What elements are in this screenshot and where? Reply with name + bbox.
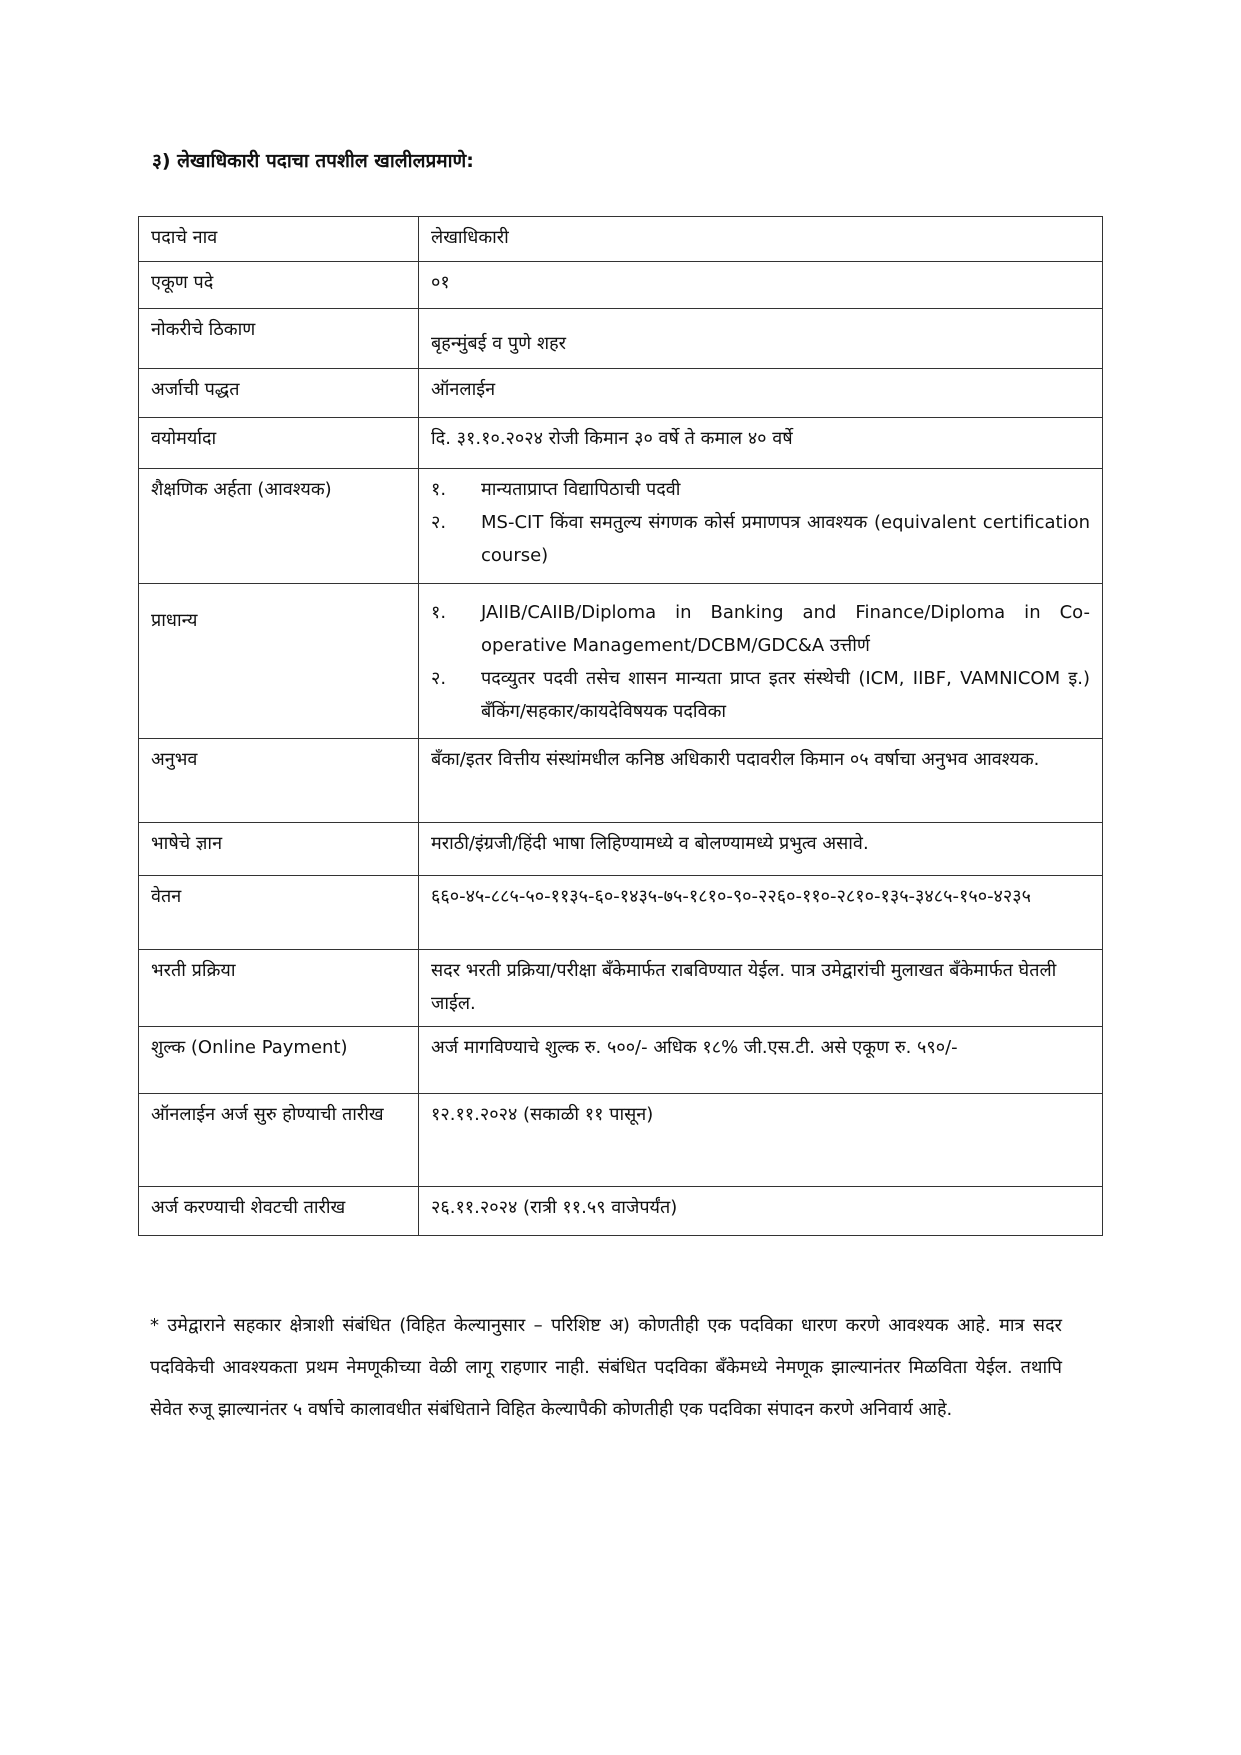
list-item — [431, 473, 1090, 506]
table-row — [139, 262, 1103, 309]
start-date-value: १२.११.२०२४ (सकाळी ११ पासून) — [419, 1094, 1103, 1187]
preference-label: प्राधान्य — [151, 610, 198, 631]
table-row — [139, 217, 1103, 262]
table-row — [139, 309, 1103, 369]
list-item — [431, 506, 1090, 572]
footnote: * उमेद्वाराने सहकार क्षेत्राशी संबंधित (विहित केल्यानुसार – परिशिष्ट अ) कोणतीही एक पदविका धारण करणे आवश्यक आहे. मात्र सदर पदविकेची आवश्यकता प्रथम नेमणूकीच्या वेळी लागू राहणार नाही. संबंधित पदविका बँकेमध्ये नेमणूक झाल्यानंतर मिळविता येईल. तथापि सेवेत रुजू झाल्यानंतर ५ वर्षाचे कालावधीत संबंधिताने विहित केल्यापैकी कोणतीही एक पदविका संपादन करणे अनिवार्य आहे. — [150, 1315, 1062, 1420]
experience-label: अनुभव — [139, 739, 419, 823]
last-date-label: अर्ज करण्याची शेवटची तारीख — [139, 1187, 419, 1236]
age-label: वयोमर्यादा — [139, 418, 419, 469]
recruitment-value: सदर भरती प्रक्रिया/परीक्षा बँकेमार्फत राबविण्यात येईल. पात्र उमेद्वारांची मुलाखत बँकेमार्फत घेतली जाईल. — [419, 950, 1103, 1027]
qualification-list — [431, 473, 1090, 572]
table-row — [139, 1027, 1103, 1094]
fee-label: शुल्क (Online Payment) — [139, 1027, 419, 1094]
qualification-label: शैक्षणिक अर्हता (आवश्यक) — [139, 469, 419, 584]
total-posts-value: ०१ — [419, 262, 1103, 309]
item-text: पदव्युतर पदवी तसेच शासन मान्यता प्राप्त इतर संस्थेची (ICM, IIBF, VAMNICOM इ.) बँकिंग/सहकार/कायदेविषयक पदविका — [481, 668, 1090, 722]
item-number: २. — [431, 512, 447, 533]
table-row — [139, 876, 1103, 950]
item-number: १. — [431, 602, 447, 623]
table-row — [139, 1094, 1103, 1187]
item-number: २. — [431, 668, 447, 689]
age-value: दि. ३१.१०.२०२४ रोजी किमान ३० वर्षे ते कमाल ४० वर्षे — [419, 418, 1103, 469]
table-row — [139, 469, 1103, 584]
table-row — [139, 1187, 1103, 1236]
recruitment-label: भरती प्रक्रिया — [139, 950, 419, 1027]
location-value: बृहन्मुंबई व पुणे शहर — [431, 333, 567, 354]
preference-list — [431, 596, 1090, 728]
table-row — [139, 418, 1103, 469]
post-details-table — [138, 216, 1103, 1236]
location-label: नोकरीचे ठिकाण — [139, 309, 419, 369]
list-item — [431, 596, 1090, 662]
fee-value: अर्ज मागविण्याचे शुल्क रु. ५००/- अधिक १८% जी.एस.टी. असे एकूण रु. ५९०/- — [419, 1027, 1103, 1094]
table-row — [139, 369, 1103, 418]
table-row — [139, 823, 1103, 876]
post-name-label: पदाचे नाव — [139, 217, 419, 262]
total-posts-label: एकूण पदे — [139, 262, 419, 309]
last-date-value: २६.११.२०२४ (रात्री ११.५९ वाजेपर्यंत) — [419, 1187, 1103, 1236]
experience-value: बँका/इतर वित्तीय संस्थांमधील कनिष्ठ अधिकारी पदावरील किमान ०५ वर्षाचा अनुभव आवश्यक. — [419, 739, 1103, 823]
table-row — [139, 584, 1103, 739]
start-date-label: ऑनलाईन अर्ज सुरु होण्याची तारीख — [139, 1094, 419, 1187]
table-row — [139, 950, 1103, 1027]
salary-label: वेतन — [139, 876, 419, 950]
item-text: JAIIB/CAIIB/Diploma in Banking and Finance/Diploma in Co-operative Management/DCBM/GDC&A उत्तीर्ण — [481, 602, 1090, 656]
item-text: मान्यताप्राप्त विद्यापिठाची पदवी — [481, 479, 681, 500]
list-item — [431, 662, 1090, 728]
table-row — [139, 739, 1103, 823]
item-text: MS-CIT किंवा समतुल्य संगणक कोर्स प्रमाणपत्र आवश्यक (equivalent certification course) — [481, 512, 1090, 566]
post-name-value: लेखाधिकारी — [419, 217, 1103, 262]
language-value: मराठी/इंग्रजी/हिंदी भाषा लिहिण्यामध्ये व बोलण्यामध्ये प्रभुत्व असावे. — [419, 823, 1103, 876]
salary-value: ६६०-४५-८८५-५०-११३५-६०-१४३५-७५-१८१०-९०-२२६०-११०-२८१०-१३५-३४८५-१५०-४२३५ — [419, 876, 1103, 950]
section-heading: ३) लेखाधिकारी पदाचा तपशील खालीलप्रमाणे: — [152, 150, 474, 172]
language-label: भाषेचे ज्ञान — [139, 823, 419, 876]
method-value: ऑनलाईन — [419, 369, 1103, 418]
method-label: अर्जाची पद्धत — [139, 369, 419, 418]
item-number: १. — [431, 479, 447, 500]
